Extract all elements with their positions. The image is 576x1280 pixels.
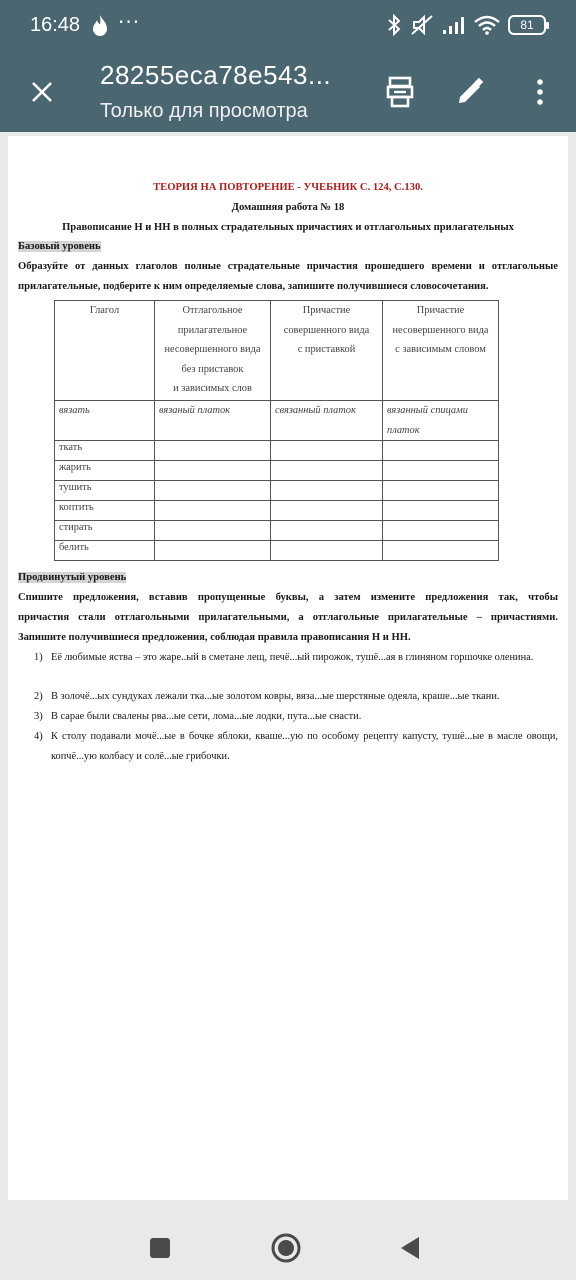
close-button[interactable] — [22, 72, 62, 112]
table-cell: тушить — [55, 481, 155, 501]
clock: 16:48 — [30, 14, 81, 36]
document-mode: Только для просмотра — [100, 100, 308, 122]
edit-icon — [455, 77, 485, 107]
wifi-icon — [474, 15, 500, 35]
close-icon — [30, 80, 54, 104]
table-cell: стирать — [55, 521, 155, 541]
topic-line: Правописание Н и НН в полных страдательных причастиях и отглагольных прилагательных — [62, 222, 514, 233]
table-example-row — [55, 401, 499, 441]
advanced-task-line-1: Спишите предложения, вставив пропущенные буквы, а затем измените предложения так, чтобы — [18, 592, 558, 603]
recents-button[interactable] — [140, 1228, 180, 1268]
basic-task-line-1: Образуйте от данных глаголов полные страдательные причастия прошедшего времени и отглагольные — [18, 261, 558, 272]
basic-task-line-2: прилагательные, подберите к ним определяемые слова, запишите получившиеся словосочетания. — [18, 281, 489, 292]
exercise-table — [54, 300, 499, 561]
more-notifications-icon: ··· — [118, 10, 141, 34]
mute-icon — [410, 14, 434, 36]
table-cell: ткать — [55, 441, 155, 461]
table-cell: связанный платок — [271, 401, 383, 441]
table-header-cell: Глагол — [55, 301, 155, 401]
table-header-cell: Отглагольное прилагательное несовершенного вида без приставок и зависимых слов — [155, 301, 271, 401]
table-header-row — [55, 301, 499, 401]
app-bar — [0, 52, 576, 132]
doc-heading: ТЕОРИЯ НА ПОВТОРЕНИЕ - УЧЕБНИК С. 124, С.130. — [153, 182, 423, 193]
more-options-button[interactable] — [520, 72, 560, 112]
table-row — [55, 501, 499, 521]
table-row — [55, 441, 499, 461]
table-row — [55, 461, 499, 481]
navigation-bar — [0, 1208, 576, 1280]
table-cell: вязаный платок — [155, 401, 271, 441]
print-icon — [386, 76, 414, 108]
table-row — [55, 521, 499, 541]
homework-number: Домашняя работа № 18 — [231, 202, 345, 213]
back-button[interactable] — [390, 1228, 430, 1268]
document-title: 28255eca78e543... — [100, 60, 332, 90]
home-button[interactable] — [266, 1228, 306, 1268]
table-cell: коптить — [55, 501, 155, 521]
status-bar — [0, 0, 576, 52]
table-cell: вязанный спицами платок — [383, 401, 499, 441]
home-circle-icon — [270, 1232, 302, 1264]
basic-level-label: Базовый уровень — [18, 241, 101, 252]
table-row — [55, 541, 499, 561]
advanced-task-line-2: причастия стали отглагольными прилагательными, а отглагольные прилагательные – причастиями. — [18, 612, 558, 623]
table-cell: белить — [55, 541, 155, 561]
table-header-cell: Причастие совершенного вида с приставкой — [271, 301, 383, 401]
table-cell: вязать — [55, 401, 155, 441]
recents-square-icon — [149, 1237, 171, 1259]
fire-icon — [90, 14, 110, 38]
bluetooth-icon — [386, 14, 402, 36]
table-header-cell: Причастие несовершенного вида с зависимым словом — [383, 301, 499, 401]
battery-icon: 81 — [508, 15, 546, 35]
table-row — [55, 481, 499, 501]
signal-icon — [442, 15, 466, 35]
more-vert-icon — [536, 79, 544, 105]
document-page[interactable]: ТЕОРИЯ НА ПОВТОРЕНИЕ - УЧЕБНИК С. 124, С.130. Домашняя работа № 18 Правописание Н и НН в полных страдательных причастиях и отглагольных прилагательных Базовый уровень Образуйте от данных глаголов полные страдательные причастия прошедшего времени и отглагольные прилагательные, подберите к ним определяемые слова, запишите получившиеся словосочетания. Глагол Отглагольное прилагательное несовершенного вида без приставок и зависимых слов Причастие совершенного вида с приставкой Причастие несовершенного вида с зависимым словом вязать вязаный платок связанный платок вязанный спицами платок ткать жарить тушить коптить стирать белить Продвинутый уровень Спишите предложения, вставив пропущенные буквы, а затем измените предложения так, чтобы причастия стали отглагольными прилагательными, а отглагольные прилагательные – причастиями. Запишите получившиеся предложения, соблюдая правила правописания Н и НН. 1) Её любимые яства – это жаре..ый в сметане лещ, печё...ый пирожок, тушё...ая в глиняном горшочке оленина. 2) В золочё...ых сундуках лежали тка...ые золотом ковры, вяза...ые шерстяные одеяла, краше...ые ткани. 3) В сарае были свалены рва...ые сети, лома...ые лодки, пута...ые снасти. 4) К столу подавали мочё...ые в бочке яблоки, кваше...ую по особому рецепту капусту, тушё...ые в масле овощи, копчё...ую колбасу и солё...ые грибочки. — [8, 136, 568, 1200]
table-cell: жарить — [55, 461, 155, 481]
print-button[interactable] — [380, 72, 420, 112]
advanced-task-line-3: Запишите получившиеся предложения, соблюдая правила правописания Н и НН. — [18, 632, 411, 643]
advanced-level-label: Продвинутый уровень — [18, 572, 127, 583]
back-triangle-icon — [399, 1236, 421, 1260]
edit-button[interactable] — [450, 72, 490, 112]
